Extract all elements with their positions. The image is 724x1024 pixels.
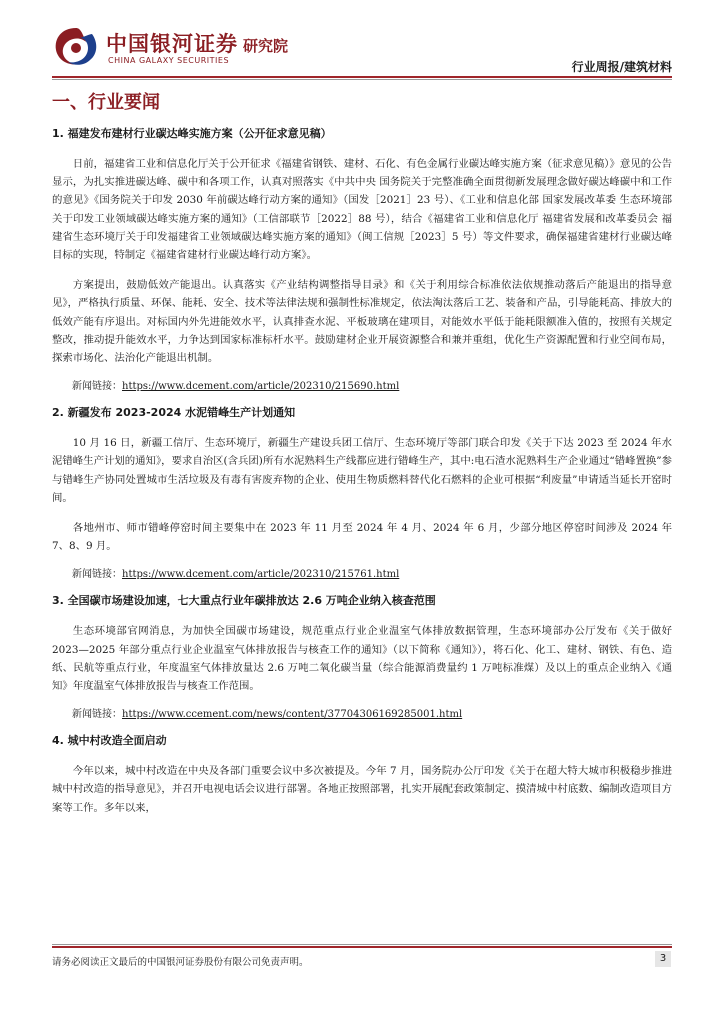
report-type: 行业周报/建筑材料 — [571, 60, 672, 74]
news-paragraph: 方案提出，鼓励低效产能退出。认真落实《产业结构调整指导目录》和《关于利用综合标准依法依规推动落后产能退出的指导意见》，严格执行质量、环保、能耗、安全、技术等法律法规和强制性标准规定，依法淘汰落后工艺、装备和产品，引导能耗高、排放大的低效产能有序退出。对标国内外先进能效水平，认真排查水泥、平板玻璃在建项目，对能效水平低于能耗限额准入值的，按照有关规定整改，推动提升能效水平，力争达到国家标准标杆水平。鼓励建材企业开展资源整合和兼并重组，优化生产资源配置和行业空间布局，探索市场化、法治化产能退出机制。 — [52, 279, 672, 365]
news-content — [52, 118, 672, 829]
galaxy-logo-icon — [52, 24, 100, 68]
news-paragraph: 各地州市、师市错峰停窑时间主要集中在 2023 年 11 月至 2024 年 4 月、2024 年 6 月，少部分地区停窑时间涉及 2024 年 7、8、9 月。 — [52, 522, 672, 553]
news-link-label: 新闻链接： — [72, 381, 122, 393]
news-paragraph: 10 月 16 日，新疆工信厅、生态环境厅，新疆生产建设兵团工信厅、生态环境厅等部门联合印发《关于下达 2023 至 2024 年水泥错峰生产计划的通知》，要求自治区(含兵团)所有水泥熟料生产线都应进行错峰生产，其中:电石渣水泥熟料生产企业通过“错峰置换”参与错峰生产协同处置城市生活垃圾及有毒有害废弃物的企业、使用生物质燃料替代化石燃料的企业可根据“利废量”申请适当延长开窑时间。 — [52, 437, 672, 504]
footer-divider-thin — [52, 944, 672, 945]
news-link[interactable]: https://www.dcement.com/article/202310/215690.html — [122, 381, 400, 393]
news-title: 3. 全国碳市场建设加速，七大重点行业年碳排放达 2.6 万吨企业纳入核查范围 — [52, 594, 436, 608]
news-link[interactable]: https://www.ccement.com/news/content/37704306169285001.html — [122, 709, 463, 721]
news-title: 4. 城中村改造全面启动 — [52, 734, 167, 748]
news-link[interactable]: https://www.dcement.com/article/202310/215761.html — [122, 569, 400, 581]
news-title: 1. 福建发布建材行业碳达峰实施方案（公开征求意见稿） — [52, 127, 332, 140]
news-paragraph: 日前，福建省工业和信息化厅关于公开征求《福建省钢铁、建材、石化、有色金属行业碳达峰实施方案（征求意见稿）》意见的公告显示，为扎实推进碳达峰、碳中和各项工作，认真对照落实《中共中央 国务院关于完整准确全面贯彻新发展理念做好碳达峰碳中和工作的意见》《国务院关于印发 2030 年前碳达峰行动方案的通知》（国发［2021］23 号）、《工业和信息化部 国家发展改革委 生态环境部关于印发工业领域碳达峰实施方案的通知》（工信部联节［2022］88 号），结合《福建省工业和信息化厅 福建省发展和改革委员会 福建省生态环境厅关于印发福建省工业领域碳达峰实施方案的通知》（闽工信规［2023］5 号）等文件要求，确保福建省建材行业碳达峰目标的实现，特制定《福建省建材行业碳达峰行动方案》。 — [52, 158, 672, 262]
footer-divider — [52, 946, 672, 948]
disclaimer: 请务必阅读正文最后的中国银河证券股份有限公司免责声明。 — [52, 957, 309, 968]
page-number: 3 — [655, 951, 671, 967]
news-title: 2. 新疆发布 2023-2024 水泥错峰生产计划通知 — [52, 406, 296, 420]
news-link-line — [52, 567, 672, 583]
news-paragraph: 今年以来，城中村改造在中央及各部门重要会议中多次被提及。今年 7 月，国务院办公厅印发《关于在超大特大城市积极稳步推进城中村改造的指导意见》，并召开电视电话会议进行部署。各地正按照部署，扎实开展配套政策制定、摸清城中村底数、编制改造项目方案等工作。多年以来， — [52, 765, 672, 814]
news-paragraph: 生态环境部官网消息，为加快全国碳市场建设，规范重点行业企业温室气体排放数据管理，生态环境部办公厅发布《关于做好 2023—2025 年部分重点行业企业温室气体排放报告与核查工作的通知》（以下简称《通知》），将石化、化工、建材、钢铁、有色、造纸、民航等重点行业，年度温室气体排放量达 2.6 万吨二氧化碳当量（综合能源消费量约 1 万吨标准煤）及以上的重点企业纳入《通知》年度温室气体排放报告与核查工作范围。 — [52, 625, 672, 693]
brand-name-cn: 中国银河证券 — [106, 32, 238, 56]
institute-label: 研究院 — [243, 37, 289, 55]
header-divider-thin — [52, 79, 672, 80]
news-link-line — [52, 707, 672, 723]
news-link-label: 新闻链接： — [72, 569, 122, 581]
page-header — [0, 0, 724, 80]
header-divider — [52, 76, 672, 78]
section-title: 一、行业要闻 — [52, 92, 160, 113]
news-link-label: 新闻链接： — [72, 709, 122, 721]
brand-name-en: CHINA GALAXY SECURITIES — [108, 56, 230, 65]
news-link-line — [52, 379, 672, 395]
